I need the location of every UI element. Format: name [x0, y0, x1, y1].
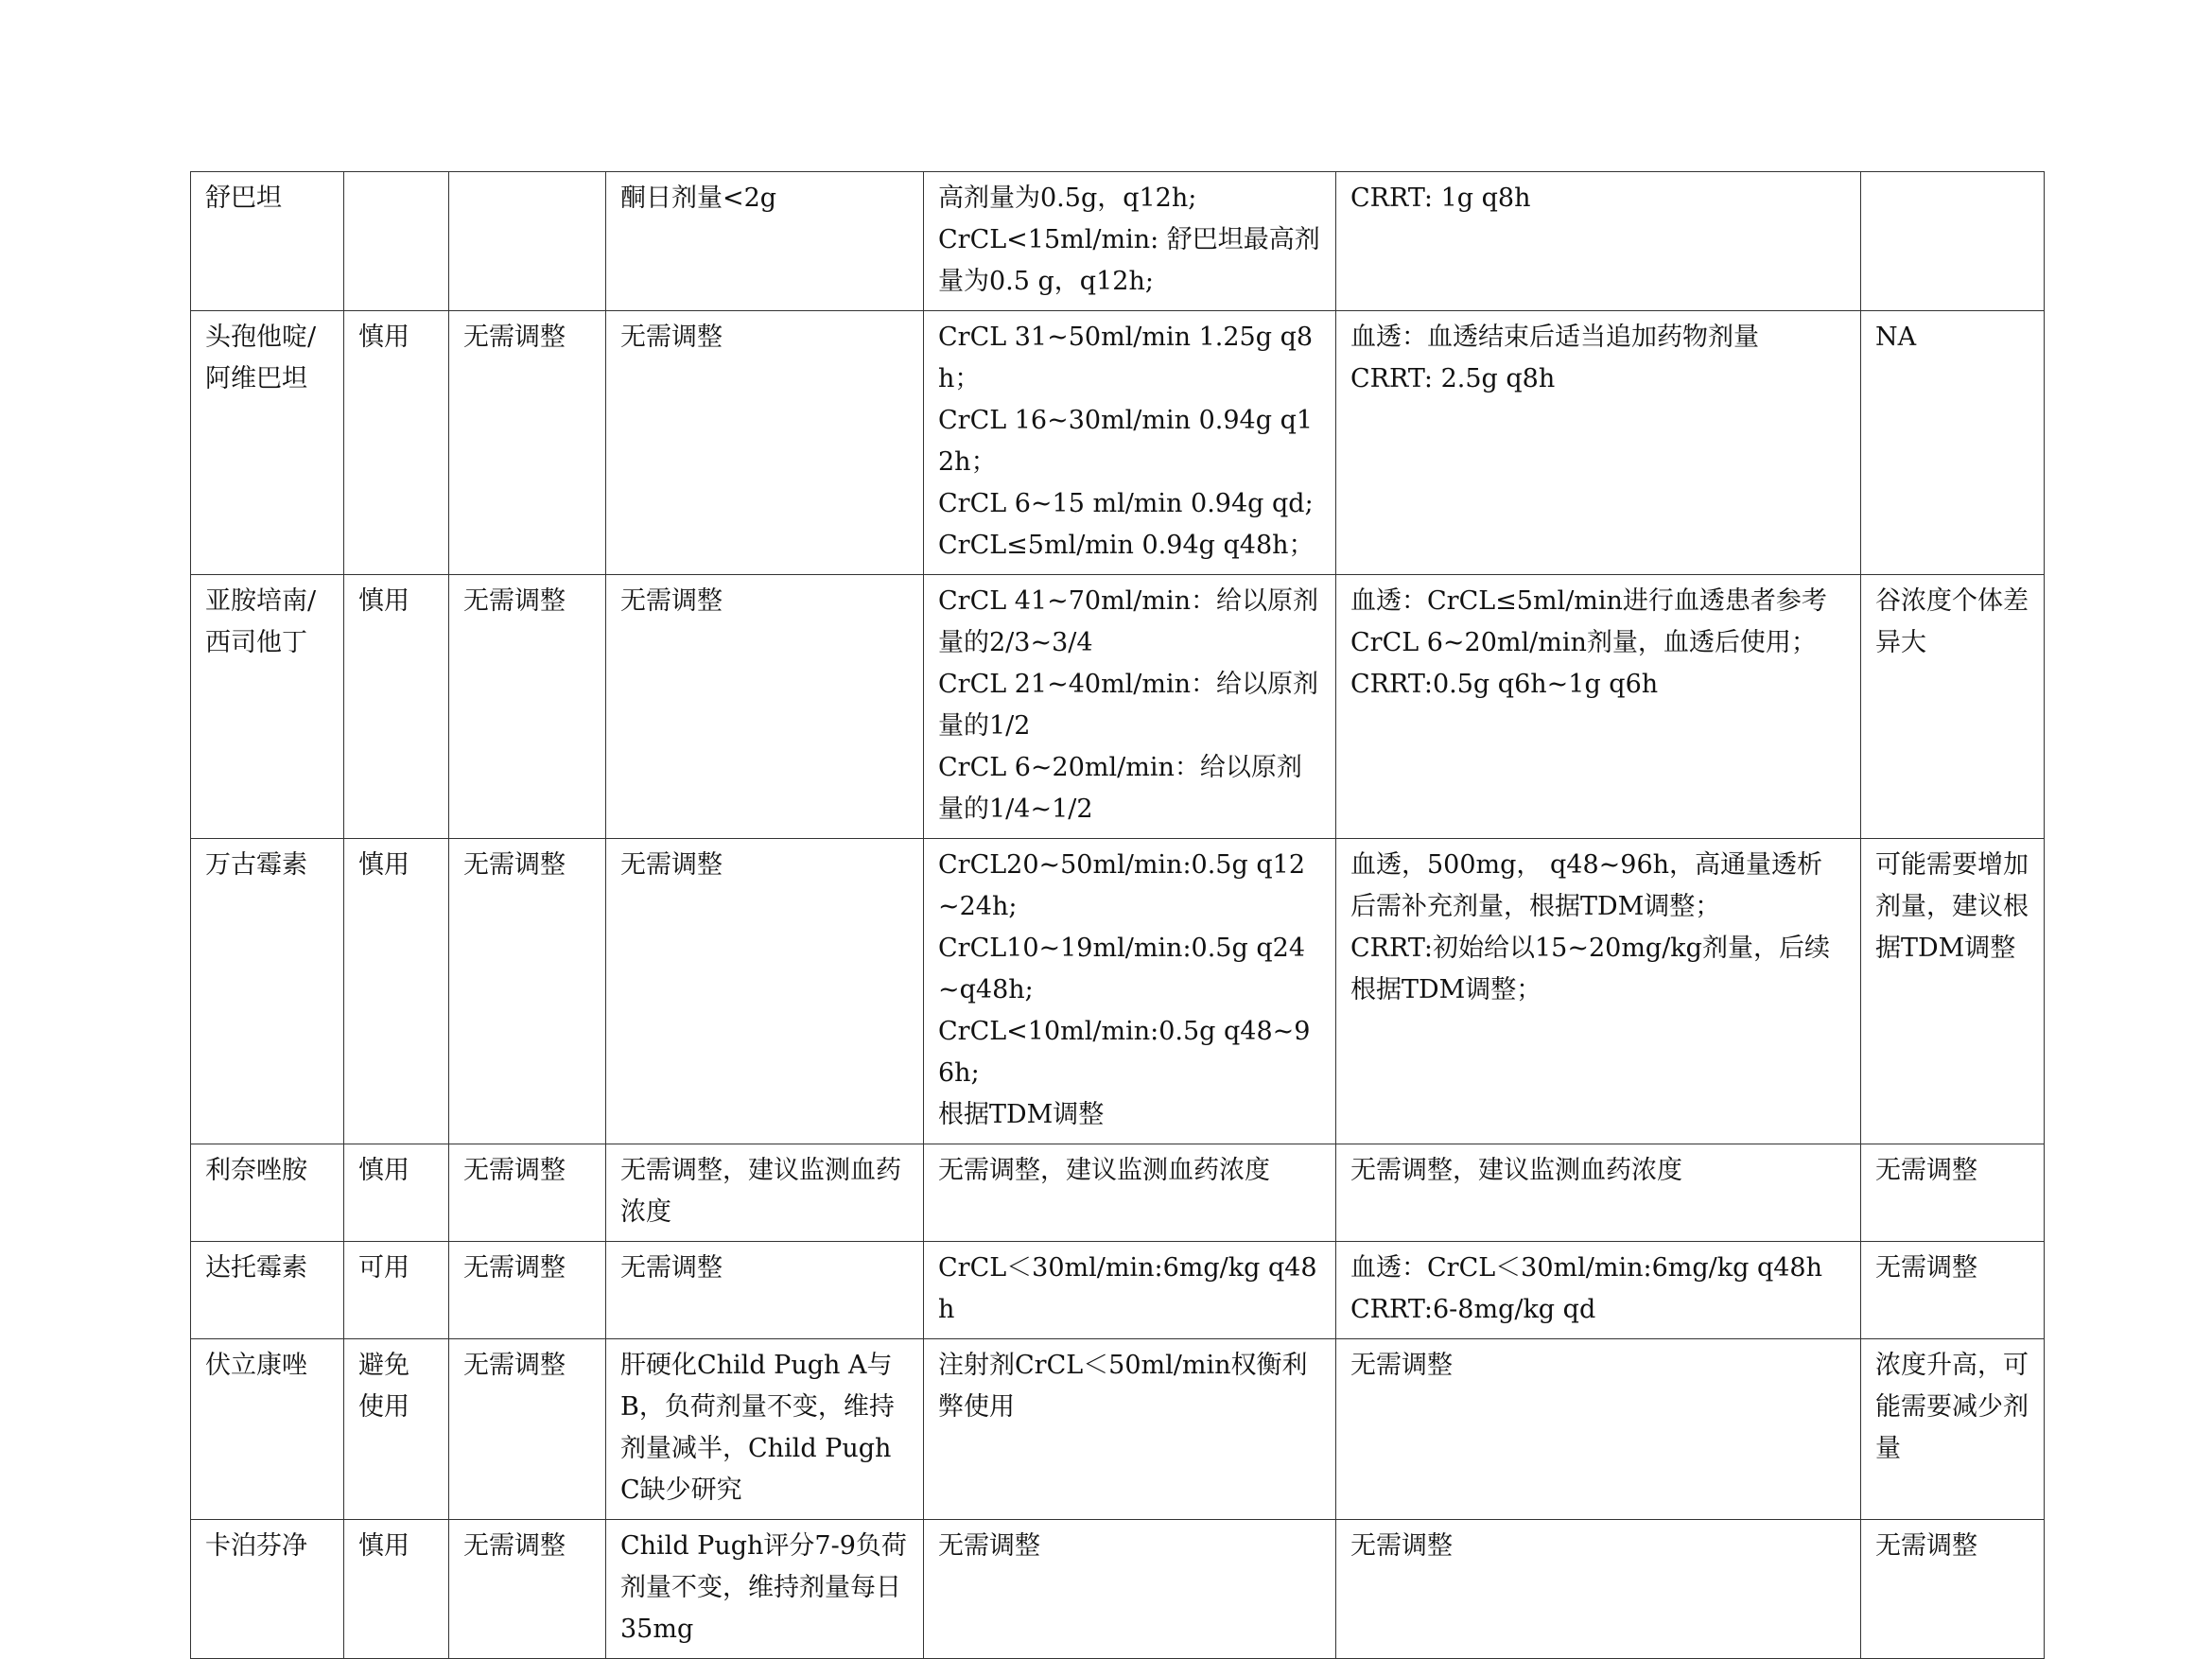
- renal-use-cell: 慎用: [344, 1520, 449, 1659]
- cell-line: 血透，500mg， q48~96h，高通量透析后需补充剂量，根据TDM调整；: [1350, 850, 1823, 921]
- liver-mild-cell: [449, 172, 606, 311]
- cell-line: 注射剂CrCL＜50ml/min权衡利弊使用: [938, 1351, 1308, 1422]
- liver-adjust-cell: 无需调整: [606, 1242, 924, 1339]
- liver-mild-cell: 无需调整: [449, 575, 606, 839]
- drug-name-cell: 舒巴坦: [191, 172, 344, 311]
- liver-adjust-cell: Child Pugh评分7-9负荷剂量不变，维持剂量每日35mg: [606, 1520, 924, 1659]
- cell-line: CRRT:初始给以15~20mg/kg剂量，后续根据TDM调整；: [1350, 934, 1830, 1004]
- drug-name-cell: 伏立康唑: [191, 1339, 344, 1520]
- cell-line: 无需调整，建议监测血药浓度: [1350, 1156, 1682, 1185]
- cell-line: CrCL 16~30ml/min 0.94g q12h；: [938, 406, 1314, 477]
- dialysis-adjust-cell: [1336, 1144, 1861, 1242]
- table-row: [191, 1339, 2045, 1520]
- drug-dosage-table: [190, 171, 2045, 1659]
- dialysis-adjust-cell: [1336, 1339, 1861, 1520]
- cell-line: 血透：CrCL＜30ml/min:6mg/kg q48h: [1350, 1253, 1822, 1283]
- cell-line: CrCL 31~50ml/min 1.25g q8h；: [938, 323, 1314, 393]
- cell-line: CrCL 41~70ml/min：给以原剂量的2/3~3/4: [938, 586, 1319, 657]
- renal-use-cell: 慎用: [344, 1144, 449, 1242]
- table-row: [191, 839, 2045, 1144]
- renal-use-cell: 慎用: [344, 575, 449, 839]
- table-row: [191, 1144, 2045, 1242]
- table-row: [191, 172, 2045, 311]
- renal-adjust-cell: [924, 172, 1336, 311]
- cell-line: CrCL<15ml/min: 舒巴坦最高剂量为0.5 g，q12h;: [938, 225, 1320, 296]
- dialysis-adjust-cell: [1336, 1242, 1861, 1339]
- cell-line: 血透：血透结束后适当追加药物剂量: [1350, 323, 1759, 352]
- cell-line: CrCL10~19ml/min:0.5g q24~q48h;: [938, 934, 1305, 1004]
- note-cell: NA: [1861, 311, 2045, 575]
- liver-mild-cell: 无需调整: [449, 839, 606, 1144]
- note-cell: 无需调整: [1861, 1520, 2045, 1659]
- note-cell: [1861, 172, 2045, 311]
- table-row: [191, 575, 2045, 839]
- table-body: [191, 172, 2045, 1659]
- table-row: [191, 311, 2045, 575]
- liver-mild-cell: 无需调整: [449, 1339, 606, 1520]
- liver-adjust-cell: 无需调整: [606, 839, 924, 1144]
- note-cell: 无需调整: [1861, 1242, 2045, 1339]
- liver-mild-cell: 无需调整: [449, 1520, 606, 1659]
- liver-mild-cell: 无需调整: [449, 1144, 606, 1242]
- cell-line: CRRT:0.5g q6h~1g q6h: [1350, 670, 1659, 699]
- cell-line: CrCL20~50ml/min:0.5g q12~24h;: [938, 850, 1305, 921]
- dialysis-adjust-cell: [1336, 1520, 1861, 1659]
- cell-line: 无需调整，建议监测血药浓度: [938, 1156, 1270, 1185]
- table-row: [191, 1520, 2045, 1659]
- table-row: [191, 1242, 2045, 1339]
- liver-adjust-cell: 无需调整，建议监测血药浓度: [606, 1144, 924, 1242]
- cell-line: CrCL 21~40ml/min：给以原剂量的1/2: [938, 670, 1319, 741]
- renal-adjust-cell: [924, 1144, 1336, 1242]
- note-cell: 可能需要增加剂量，建议根据TDM调整: [1861, 839, 2045, 1144]
- renal-adjust-cell: [924, 1520, 1336, 1659]
- cell-line: CRRT: 2.5g q8h: [1350, 364, 1556, 393]
- renal-use-cell: [344, 172, 449, 311]
- liver-mild-cell: 无需调整: [449, 311, 606, 575]
- renal-adjust-cell: [924, 1242, 1336, 1339]
- note-cell: 谷浓度个体差异大: [1861, 575, 2045, 839]
- renal-adjust-cell: [924, 839, 1336, 1144]
- drug-name-cell: 达托霉素: [191, 1242, 344, 1339]
- renal-use-cell: 慎用: [344, 839, 449, 1144]
- dialysis-adjust-cell: [1336, 311, 1861, 575]
- dialysis-adjust-cell: [1336, 575, 1861, 839]
- note-cell: 无需调整: [1861, 1144, 2045, 1242]
- liver-adjust-cell: 酮日剂量<2g: [606, 172, 924, 311]
- dialysis-adjust-cell: [1336, 839, 1861, 1144]
- liver-adjust-cell: 无需调整: [606, 311, 924, 575]
- renal-adjust-cell: [924, 1339, 1336, 1520]
- cell-line: CrCL≤5ml/min 0.94g q48h；: [938, 531, 1315, 560]
- note-cell: 浓度升高，可能需要减少剂量: [1861, 1339, 2045, 1520]
- cell-line: 根据TDM调整: [938, 1100, 1105, 1129]
- renal-adjust-cell: [924, 575, 1336, 839]
- drug-name-cell: 卡泊芬净: [191, 1520, 344, 1659]
- drug-name-cell: 头孢他啶/阿维巴坦: [191, 311, 344, 575]
- drug-name-cell: 利奈唑胺: [191, 1144, 344, 1242]
- cell-line: 无需调整: [938, 1531, 1040, 1561]
- renal-use-cell: 可用: [344, 1242, 449, 1339]
- cell-line: CRRT:6-8mg/kg qd: [1350, 1295, 1596, 1324]
- liver-adjust-cell: 无需调整: [606, 575, 924, 839]
- renal-use-cell: 慎用: [344, 311, 449, 575]
- cell-line: CrCL＜30ml/min:6mg/kg q48h: [938, 1253, 1317, 1324]
- cell-line: CRRT: 1g q8h: [1350, 183, 1531, 213]
- cell-line: CrCL 6~20ml/min：给以原剂量的1/4~1/2: [938, 753, 1302, 824]
- cell-line: 无需调整: [1350, 1531, 1453, 1561]
- liver-mild-cell: 无需调整: [449, 1242, 606, 1339]
- cell-line: 无需调整: [1350, 1351, 1453, 1380]
- renal-adjust-cell: [924, 311, 1336, 575]
- drug-name-cell: 亚胺培南/西司他丁: [191, 575, 344, 839]
- dialysis-adjust-cell: [1336, 172, 1861, 311]
- cell-line: CrCL 6~15 ml/min 0.94g qd;: [938, 489, 1314, 518]
- liver-adjust-cell: 肝硬化Child Pugh A与B，负荷剂量不变，维持剂量减半，Child Pugh C缺少研究: [606, 1339, 924, 1520]
- cell-line: CrCL<10ml/min:0.5g q48~96h;: [938, 1017, 1311, 1088]
- cell-line: 高剂量为0.5g，q12h;: [938, 183, 1197, 213]
- drug-name-cell: 万古霉素: [191, 839, 344, 1144]
- cell-line: 血透：CrCL≤5ml/min进行血透患者参考CrCL 6~20ml/min剂量，血透后使用；: [1350, 586, 1827, 657]
- renal-use-cell: 避免使用: [344, 1339, 449, 1520]
